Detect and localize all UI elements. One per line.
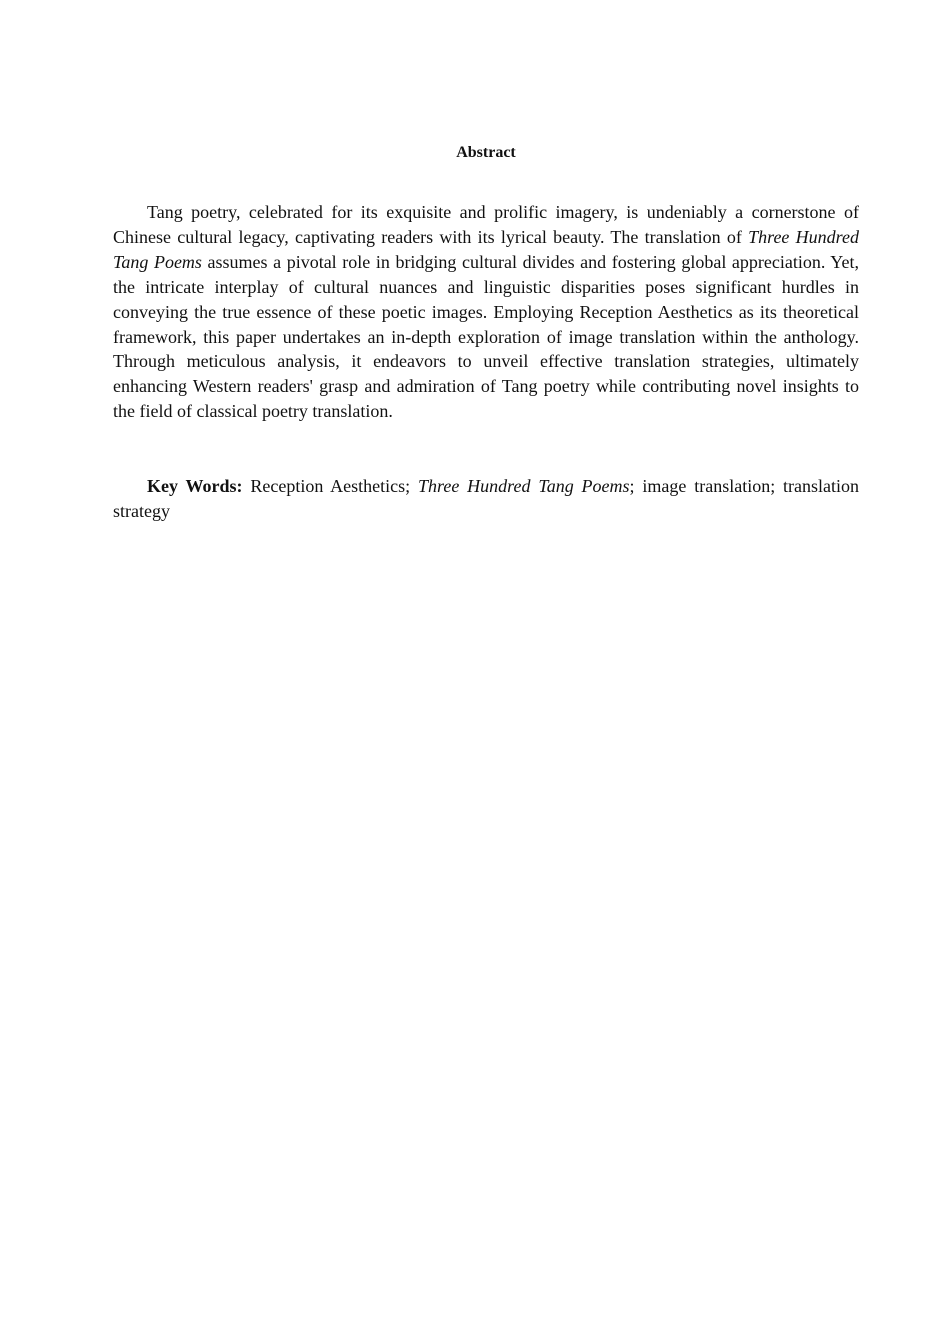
abstract-heading: Abstract [456,144,516,161]
abstract-text-part2: assumes a pivotal role in bridging cultural divides and fostering global appreciation. Yet, the intricate interplay of cultural nuances and linguistic disparities poses significant hurdles in conveying the true essence of these poetic images. Employing Reception Aesthetics as its theoretical framework, this paper undertakes an in-depth exploration of image translation within the anthology. Through meticulous analysis, it endeavors to unveil effective translation strategies, ultimately enhancing Western readers' grasp and admiration of Tang poetry while contributing novel insights to the field of classical poetry translation. [113,251,859,422]
abstract-text-part1: Tang poetry, celebrated for its exquisite and prolific imagery, is undeniably a cornerstone of Chinese cultural legacy, captivating readers with its lyrical beauty. The translation of [113,202,859,247]
abstract-book-title: Three Hundred Tang Poems [113,226,859,272]
keyword-rest: ; image translation; translation strategy [113,476,860,521]
abstract-paragraph [113,200,859,424]
keyword-book-title: Three Hundred Tang Poems [418,476,630,496]
keywords-label: Key Words: [147,476,243,496]
keywords-paragraph [113,474,859,524]
keyword-reception-aesthetics: Reception Aesthetics; [242,476,419,496]
